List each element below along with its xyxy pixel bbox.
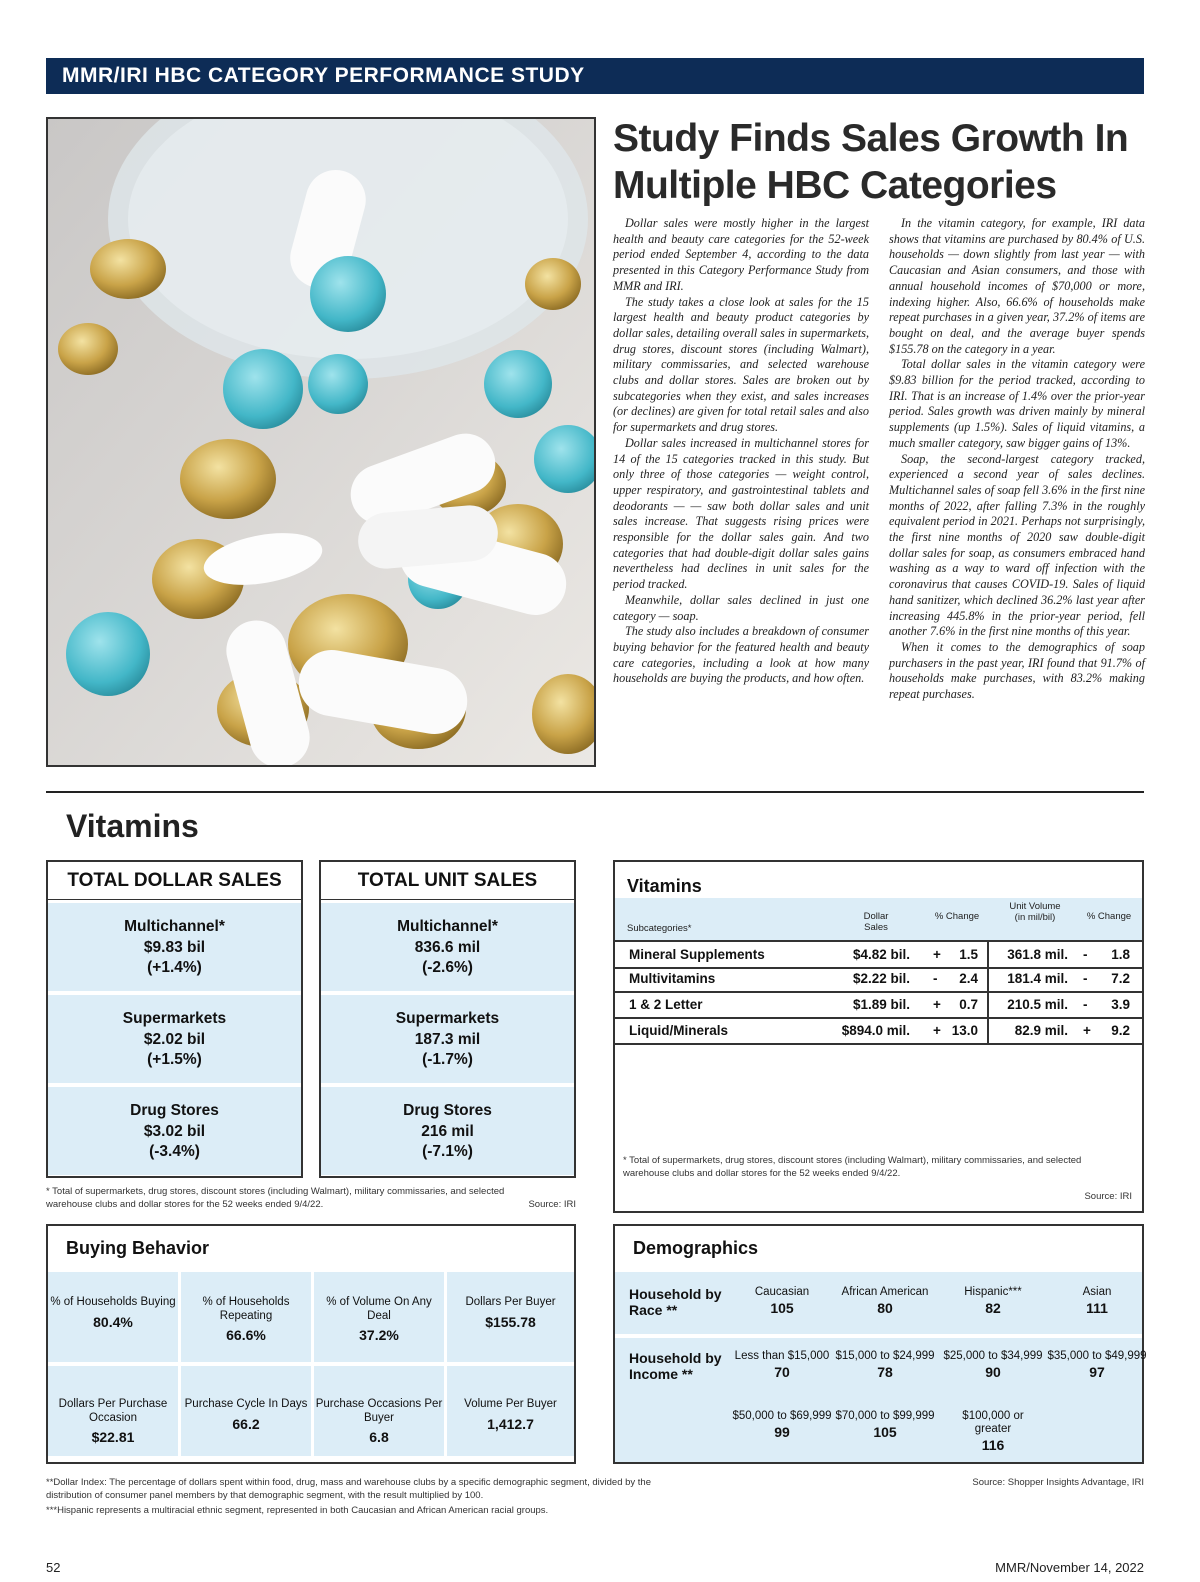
segment-index: 105 — [873, 1424, 897, 1440]
stat-value: 6.8 — [369, 1429, 389, 1445]
stat-label: Purchase Cycle In Days — [184, 1398, 308, 1410]
article-paragraph: Dollar sales increased in multichannel stores for 14 of the 15 categories tracked in this study. But only three of those categories — weight control, upper respiratory, and gastrointestinal tablets and deodorants — — saw both dollar sales and unit sales increase. That suggests rising prices were responsible for the dollar sales gain. And two categories that had double-digit dollar sales gains nevertheless had declines in unit sales for the period tracked. — [613, 435, 869, 592]
stat-label: Dollars Per Buyer — [465, 1296, 556, 1308]
stat-label: Purchase Occasions Per Buyer — [315, 1398, 443, 1424]
segment-label: Caucasian — [754, 1286, 810, 1298]
row-pct: 1.5 — [959, 947, 978, 962]
demographics-source: Source: Shopper Insights Advantage, IRI — [972, 1477, 1144, 1488]
sales-source: Source: IRI — [528, 1199, 576, 1210]
income-segment — [943, 1410, 1043, 1452]
total-unit-sales-panel — [319, 860, 576, 1178]
segment-index: 78 — [877, 1364, 893, 1380]
dollar-sales-cell — [48, 903, 301, 991]
stat-value: 1,412.7 — [487, 1415, 534, 1432]
unit-sales-cell — [321, 995, 574, 1083]
row-name: 1 & 2 Letter — [629, 997, 703, 1012]
cell-change: (-2.6%) — [422, 959, 473, 976]
row-sign: - — [1083, 997, 1088, 1012]
table-row — [615, 940, 1142, 969]
stat-value: 37.2% — [359, 1327, 399, 1343]
panel-title: TOTAL UNIT SALES — [321, 862, 574, 900]
income-segment — [1047, 1350, 1147, 1379]
cell-value: 216 mil — [421, 1122, 474, 1140]
cell-change: (-1.7%) — [422, 1051, 473, 1068]
table-source: Source: IRI — [1084, 1191, 1132, 1202]
row-unit: 181.4 mil. — [1007, 971, 1068, 986]
row-sign: + — [933, 997, 941, 1012]
row-pct: 9.2 — [1111, 1023, 1130, 1038]
stat-value: $155.78 — [485, 1313, 536, 1330]
income-row — [615, 1338, 1147, 1462]
table-title: Vitamins — [627, 876, 702, 896]
row-pct: 13.0 — [951, 1023, 978, 1038]
vitamins-table-panel — [613, 860, 1144, 1213]
income-segment — [732, 1410, 832, 1439]
stat-label: % of Volume On Any Deal — [326, 1296, 432, 1322]
panel-title: Buying Behavior — [66, 1238, 210, 1258]
buying-stat — [48, 1366, 178, 1456]
row-pct: 0.7 — [959, 997, 978, 1012]
section-banner: MMR/IRI HBC CATEGORY PERFORMANCE STUDY — [46, 58, 1144, 94]
table-column-divider — [987, 940, 989, 1044]
row-unit: 82.9 mil. — [1014, 1023, 1068, 1038]
row-sign: + — [933, 1023, 941, 1038]
race-segment — [943, 1286, 1043, 1315]
cell-change: (+1.5%) — [147, 1051, 202, 1068]
row-sign: - — [933, 971, 938, 986]
demographics-panel — [613, 1224, 1147, 1464]
buying-stat — [314, 1366, 444, 1456]
segment-index: 116 — [981, 1437, 1005, 1453]
buying-behavior-panel — [46, 1224, 576, 1464]
stat-value: 80.4% — [93, 1313, 133, 1330]
cell-label: Supermarkets — [122, 1010, 227, 1027]
pills-illustration — [48, 119, 594, 765]
income-segment — [835, 1350, 935, 1379]
segment-label: $50,000 to $69,999 — [732, 1410, 832, 1422]
buying-stat — [447, 1366, 574, 1456]
income-segment — [943, 1350, 1043, 1379]
header-pct-change: % Change — [934, 911, 980, 922]
segment-label: $35,000 to $49,999 — [1047, 1350, 1147, 1362]
income-segment — [732, 1350, 832, 1379]
row-pct: 1.8 — [1111, 947, 1130, 962]
issue-date: MMR/November 14, 2022 — [995, 1560, 1144, 1575]
segment-index: 90 — [985, 1364, 1001, 1380]
header-pct-change-2: % Change — [1086, 911, 1132, 922]
segment-label: $70,000 to $99,999 — [835, 1410, 935, 1422]
dollar-sales-cell — [48, 995, 301, 1083]
row-sign: + — [1083, 1023, 1091, 1038]
row-sign: - — [1083, 971, 1088, 986]
dollar-sales-cell — [48, 1087, 301, 1175]
row-pct: 3.9 — [1111, 997, 1130, 1012]
stat-label: Dollars Per Purchase Occasion — [58, 1398, 168, 1424]
segment-label: African American — [841, 1286, 929, 1298]
buying-stat — [447, 1272, 574, 1362]
segment-index: 99 — [774, 1424, 790, 1440]
article-paragraph: Meanwhile, dollar sales declined in just one category — soap. — [613, 592, 869, 623]
row-name: Liquid/Minerals — [629, 1023, 729, 1038]
article-body — [613, 216, 1145, 776]
stat-value: 66.6% — [226, 1327, 266, 1343]
race-segment — [835, 1286, 935, 1315]
cell-value: $9.83 bil — [143, 938, 206, 956]
race-segment — [1047, 1286, 1147, 1315]
stat-label: % of Households Repeating — [202, 1296, 290, 1322]
row-name: Multivitamins — [629, 971, 716, 986]
section-title: Vitamins — [66, 808, 199, 844]
segment-index: 70 — [774, 1364, 790, 1380]
row-dollar: $2.22 bil. — [852, 971, 910, 986]
row-dollar: $4.82 bil. — [852, 947, 910, 962]
article-paragraph: The study takes a close look at sales for the 15 largest health and beauty product categories by dollar sales, detailing overall sales in supermarkets, drug stores, discount stores (including Walmart), military commissaries, and selected warehouse clubs and dollar stores. Sales are broken out by subcategories when they exist, and sales increases (or declines) are given for total retail sales and also for supermarkets and drug stores. — [613, 294, 869, 435]
row-name: Mineral Supplements — [629, 947, 765, 962]
dollar-index-note: **Dollar Index: The percentage of dollars spent within food, drug, mass and warehouse clubs by a specific demographic segment, divided by the distribution of consumer panel members by that demographic segment, with the result multiplied by 100. — [46, 1477, 652, 1501]
cell-label: Drug Stores — [403, 1102, 492, 1119]
row-sign: - — [1083, 947, 1088, 962]
stat-value: 66.2 — [232, 1415, 260, 1432]
cell-label: Supermarkets — [395, 1010, 500, 1027]
buying-stat — [181, 1272, 311, 1362]
buying-stat — [181, 1366, 311, 1456]
segment-index: 82 — [985, 1300, 1001, 1316]
headline: Study Finds Sales Growth In Multiple HBC Categories — [613, 117, 1129, 207]
row-sign: + — [933, 947, 941, 962]
row-unit: 210.5 mil. — [1007, 997, 1068, 1012]
table-header — [615, 898, 1142, 942]
sales-footnote: * Total of supermarkets, drug stores, discount stores (including Walmart), military commissaries, and selected warehouse clubs and dollar stores for the 52 weeks ended 9/4/22. — [46, 1186, 505, 1210]
hispanic-note: ***Hispanic represents a multiracial ethnic segment, represented in both Caucasian and African American racial groups. — [46, 1505, 549, 1516]
row-pct: 7.2 — [1111, 971, 1130, 986]
cell-label: Multichannel* — [124, 918, 225, 935]
cell-change: (+1.4%) — [147, 959, 202, 976]
header-subcategories: Subcategories* — [627, 923, 692, 934]
buying-stat — [48, 1272, 178, 1362]
stat-label: % of Households Buying — [50, 1296, 176, 1308]
article-paragraph: Dollar sales were mostly higher in the largest health and beauty care categories for the 52-week period ended September 4, according to the data presented in this Category Performance Study from MMR and IRI. — [613, 216, 869, 293]
segment-index: 111 — [1086, 1300, 1108, 1316]
table-row — [615, 966, 1142, 993]
segment-label: $15,000 to $24,999 — [835, 1350, 935, 1362]
stat-value: $22.81 — [91, 1429, 135, 1445]
article-paragraph: The study also includes a breakdown of consumer buying behavior for the featured health and beauty care categories, including a look at how many households are buying the products, and how often. — [613, 624, 869, 686]
panel-title: TOTAL DOLLAR SALES — [48, 862, 301, 900]
table-row — [615, 1018, 1142, 1045]
cell-label: Multichannel* — [397, 918, 498, 935]
segment-index: 105 — [770, 1300, 794, 1316]
buying-stat — [314, 1272, 444, 1362]
page-number: 52 — [46, 1560, 61, 1575]
segment-label: $100,000 or greater — [962, 1410, 1024, 1435]
panel-title: Demographics — [633, 1238, 759, 1258]
segment-label: Less than $15,000 — [734, 1350, 830, 1362]
stat-label: Volume Per Buyer — [464, 1398, 557, 1410]
unit-sales-cell — [321, 1087, 574, 1175]
header-dollar-sales: Dollar Sales — [863, 911, 889, 933]
row-unit: 361.8 mil. — [1007, 947, 1068, 962]
total-dollar-sales-panel — [46, 860, 303, 1178]
table-footnote: * Total of supermarkets, drug stores, discount stores (including Walmart), military commissaries, and selected warehouse clubs and dollar stores for the 52 weeks ended 9/4/22. — [623, 1155, 1082, 1179]
row-dollar: $1.89 bil. — [852, 997, 910, 1012]
income-segment — [835, 1410, 935, 1439]
table-row — [615, 992, 1142, 1019]
segment-index: 97 — [1089, 1364, 1105, 1380]
segment-label: Hispanic*** — [964, 1286, 1022, 1298]
segment-label: Asian — [1082, 1286, 1112, 1298]
article-paragraph: Soap, the second-largest category tracked, experienced a second year of sales declines. Multichannel sales of soap fell 3.6% in the first nine months of 2022, after falling 7.3% in the roughly equivalent period in 2021. Perhaps not surprisingly, the first nine months of 2020 saw double-digit dollar sales for soap, as consumers embraced hand washing as a way to ward off infection with the coronavirus that causes COVID-19. Sales of liquid hand sanitizer, which declined 36.2% last year after increasing 445.8% in the prior-year period, fell another 7.6% in the first nine months of this year. — [889, 451, 1145, 639]
cell-value: $2.02 bil — [143, 1030, 206, 1048]
row-dollar: $894.0 mil. — [841, 1023, 910, 1038]
income-label: Household by Income ** — [629, 1350, 722, 1382]
pills-photo — [46, 117, 596, 767]
segment-index: 80 — [877, 1300, 893, 1316]
header-unit-volume: Unit Volume (in mil/bil) — [1009, 901, 1061, 923]
segment-label: $25,000 to $34,999 — [943, 1350, 1043, 1362]
unit-sales-cell — [321, 903, 574, 991]
cell-change: (-3.4%) — [149, 1143, 200, 1160]
cell-value: 836.6 mil — [414, 938, 481, 956]
section-divider — [46, 791, 1144, 793]
cell-label: Drug Stores — [130, 1102, 219, 1119]
article-paragraph: When it comes to the demographics of soap purchasers in the past year, IRI found that 91.7% of households make purchases, with 83.2% making repeat purchases. — [889, 639, 1145, 702]
race-label: Household by Race ** — [629, 1286, 722, 1318]
race-row — [615, 1272, 1142, 1334]
article-paragraph: Total dollar sales in the vitamin category were $9.83 billion for the period tracked, according to IRI. That is an increase of 1.4% over the prior-year period. Sales growth was driven mainly by mineral supplements (up 1.5%). Sales of liquid vitamins, a much smaller category, saw bigger gains of 13%. — [889, 357, 1145, 450]
cell-value: 187.3 mil — [414, 1030, 481, 1048]
cell-change: (-7.1%) — [422, 1143, 473, 1160]
row-pct: 2.4 — [959, 971, 978, 986]
article-paragraph: In the vitamin category, for example, IRI data shows that vitamins are purchased by 80.4% of U.S. households — down slightly from last year — with Caucasian and Asian consumers, and those with annual household incomes of $70,000 or more, indexing higher. Also, 66.6% of households make repeat purchases in a given year, 37.2% of items are bought on deal, and the average buyer spends $155.78 on the category in a year. — [889, 216, 1145, 356]
race-segment — [732, 1286, 832, 1315]
cell-value: $3.02 bil — [143, 1122, 206, 1140]
